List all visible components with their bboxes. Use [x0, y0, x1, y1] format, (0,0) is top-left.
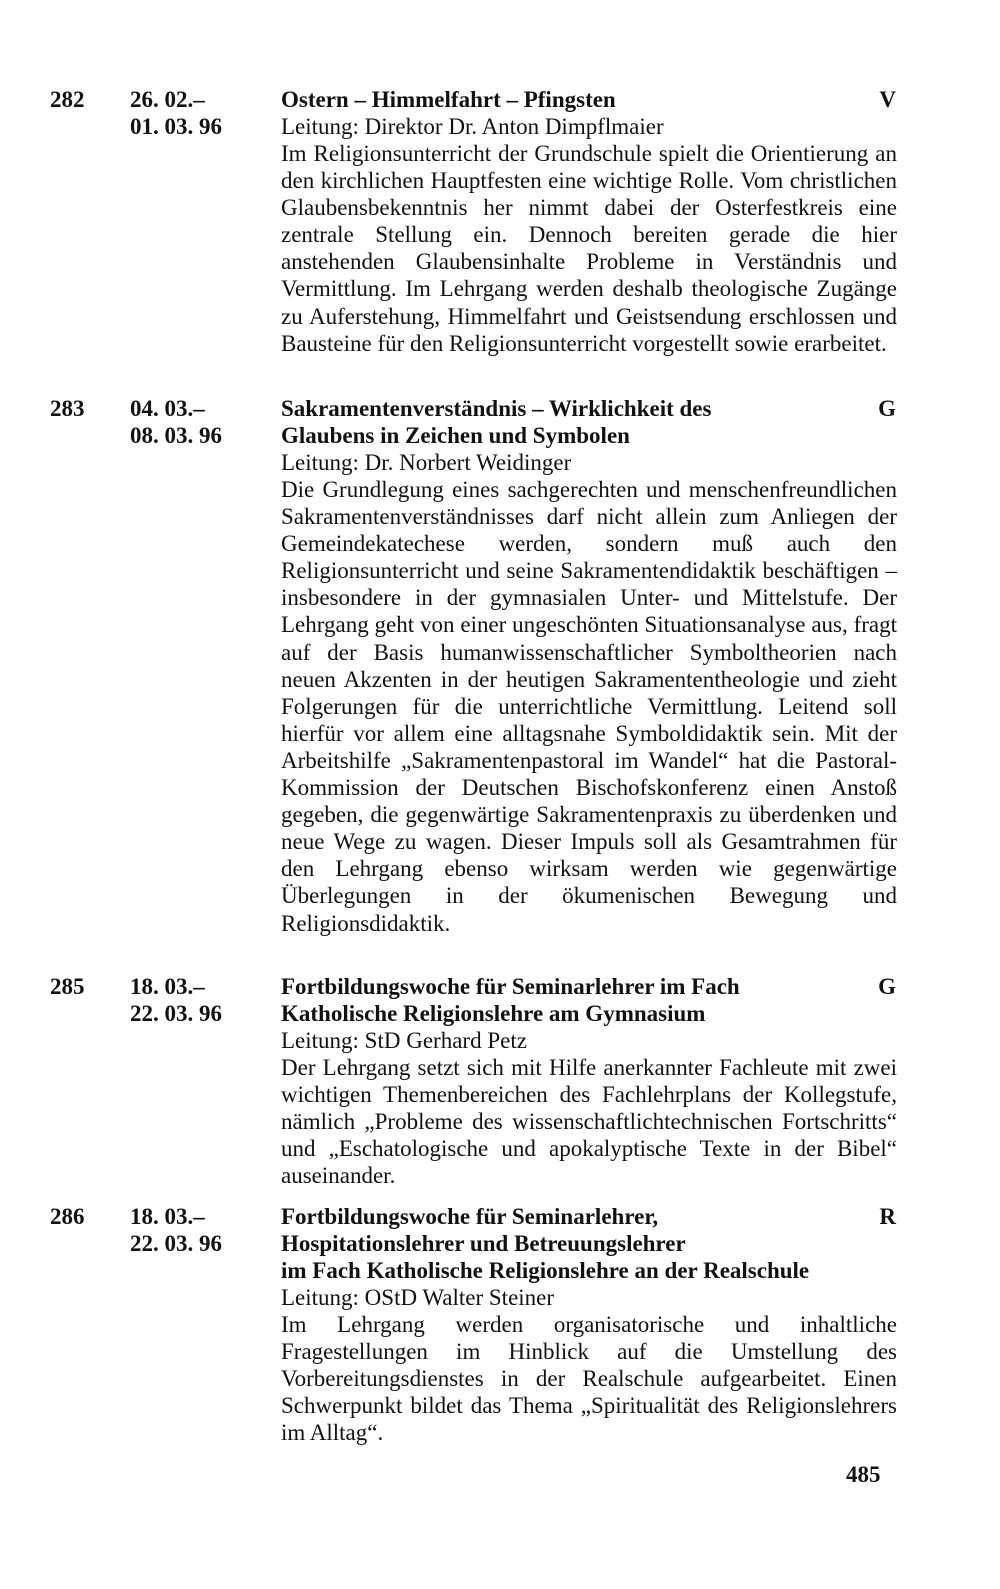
page-number: 485	[846, 1462, 881, 1487]
course-leader: Leitung: StD Gerhard Petz	[281, 1028, 527, 1053]
date-to: 22. 03. 96	[130, 1001, 222, 1026]
school-type-code: V	[879, 87, 896, 112]
course-title-line: Fortbildungswoche für Seminarlehrer im Fach	[281, 974, 740, 999]
course-dates	[130, 1203, 222, 1257]
date-to: 01. 03. 96	[130, 114, 222, 139]
school-type-code: G	[878, 974, 896, 999]
course-title	[281, 973, 841, 1027]
course-title-line: Sakramentenverständnis – Wirklichkeit des	[281, 396, 712, 421]
course-number: 282	[50, 87, 85, 112]
course-title	[281, 395, 841, 449]
course-dates	[130, 973, 222, 1027]
course-content	[281, 86, 897, 357]
course-title-line: Ostern – Himmelfahrt – Pfingsten	[281, 87, 616, 112]
course-number: 283	[50, 396, 85, 421]
course-description: Im Religionsunterricht der Grundschule spielt die Orientierung an den kirchlichen Hauptfesten eine wichtige Rolle. Vom christlichen Glaubensbekenntnis her nimmt dabei der Osterfestkreis eine zentrale Stellung ein. Dennoch bereiten gerade die hier anstehenden Glaubensinhalte Probleme in Verständnis und Vermittlung. Im Lehrgang werden deshalb theologische Zugänge zu Auferstehung, Himmelfahrt und Geistsendung erschlossen und Bausteine für den Religionsunterricht vorgestellt sowie erarbeitet.	[281, 141, 897, 356]
course-title-line: im Fach Katholische Religionslehre an der Realschule	[281, 1258, 810, 1283]
course-title	[281, 1203, 897, 1284]
date-from: 26. 02.–	[130, 87, 205, 112]
course-content	[281, 395, 897, 937]
school-type-code: G	[878, 396, 896, 421]
course-leader: Leitung: Dr. Norbert Weidinger	[281, 450, 572, 475]
course-description: Die Grundlegung eines sachgerechten und menschenfreundlichen Sakramentenverständnisses darf nicht allein zum Anliegen der Gemeindekatechese werden, sondern muß auch den Religionsunterricht und seine Sakramentendidaktik beschäftigen – insbesondere in der gymnasialen Unter- und Mittelstufe. Der Lehrgang geht von einer ungeschönten Situationsanalyse aus, fragt auf der Basis humanwissenschaftlicher Symboltheorien nach neuen Akzenten in der heutigen Sakramententheologie und zieht Folgerungen für die unterrichtliche Vermittlung. Leitend soll hierfür vor allem eine alltagsnahe Symboldidaktik sein. Mit der Arbeitshilfe „Sakramentenpastoral im Wandel“ hat die Pastoral-Kommission der Deutschen Bischofskonferenz einen Anstoß gegeben, die gegenwärtige Sakramentenpraxis zu überdenken und neue Wege zu wagen. Dieser Impuls soll als Gesamtrahmen für den Lehrgang ebenso wirksam werden wie gegenwärtige Überlegungen in der ökumenischen Bewegung und Religionsdidaktik.	[281, 477, 897, 936]
course-title-line: Glaubens in Zeichen und Symbolen	[281, 423, 630, 448]
course-leader: Leitung: OStD Walter Steiner	[281, 1285, 555, 1310]
date-to: 08. 03. 96	[130, 423, 222, 448]
course-number: 285	[50, 974, 85, 999]
date-from: 04. 03.–	[130, 396, 205, 421]
course-leader: Leitung: Direktor Dr. Anton Dimpflmaier	[281, 114, 664, 139]
date-to: 22. 03. 96	[130, 1231, 222, 1256]
course-title	[281, 86, 841, 113]
course-dates	[130, 395, 222, 449]
course-title-line: Fortbildungswoche für Seminarlehrer,	[281, 1204, 659, 1229]
course-description: Der Lehrgang setzt sich mit Hilfe anerkannter Fachleute mit zwei wichtigen Themenbereichen des Fachlehrplans der Kollegstufe, nämlich „Probleme des wissenschaftlichtechnischen Fortschritts“ und „Eschatologische und apokalyptische Texte in der Bibel“ auseinander.	[281, 1055, 897, 1189]
course-title-line: Katholische Religionslehre am Gymnasium	[281, 1001, 706, 1026]
school-type-code: R	[879, 1204, 896, 1229]
course-description: Im Lehrgang werden organisatorische und inhaltliche Fragestellungen im Hinblick auf die Umstellung des Vorbereitungsdienstes in der Realschule aufgearbeitet. Einen Schwerpunkt bildet das Thema „Spiritualität des Religionslehrers im Alltag“.	[281, 1312, 897, 1446]
date-from: 18. 03.–	[130, 974, 205, 999]
course-content	[281, 1203, 897, 1446]
course-title-line: Hospitationslehrer und Betreuungslehrer	[281, 1231, 686, 1256]
course-dates	[130, 86, 222, 140]
date-from: 18. 03.–	[130, 1204, 205, 1229]
course-content	[281, 973, 897, 1189]
course-number: 286	[50, 1204, 85, 1229]
